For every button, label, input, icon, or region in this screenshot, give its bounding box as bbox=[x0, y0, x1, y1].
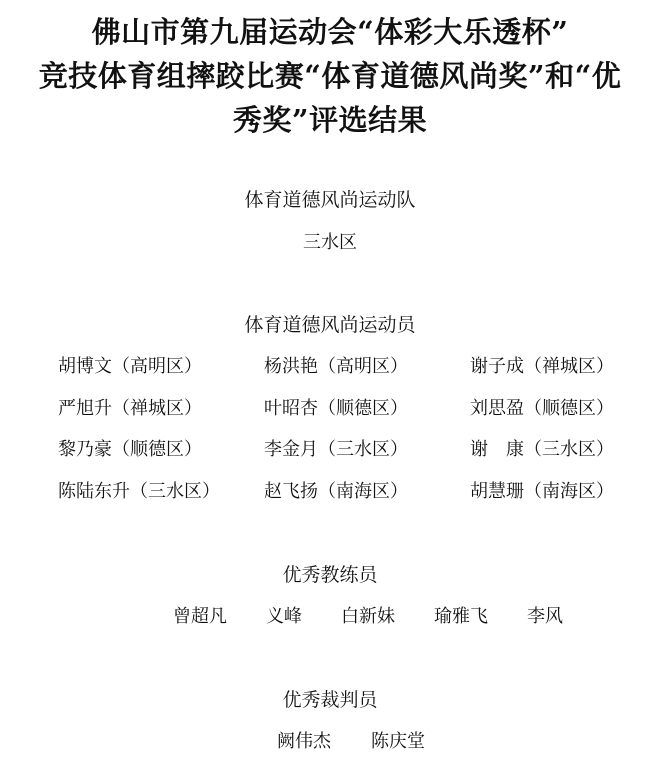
athlete-name: 严旭升（禅城区） bbox=[58, 397, 202, 419]
athletes-row bbox=[58, 437, 638, 479]
coach-name: 李风 bbox=[527, 606, 563, 627]
coach-name: 曾超凡 bbox=[173, 606, 227, 627]
athletes-row bbox=[58, 354, 638, 396]
athlete-name: 谢子成（禅城区） bbox=[470, 356, 614, 377]
athlete-name: 陈陆东升（三水区） bbox=[58, 480, 220, 502]
athlete-name: 叶昭杏（顺德区） bbox=[264, 397, 408, 419]
referee-name: 阙伟杰 bbox=[277, 731, 331, 752]
coach-name: 义峰 bbox=[266, 606, 302, 627]
athlete-name: 谢 康（三水区） bbox=[470, 439, 614, 460]
coach-name: 白新妹 bbox=[341, 606, 395, 627]
athlete-name: 黎乃豪（顺德区） bbox=[58, 439, 202, 460]
title-line-1: 佛山市第九届运动会“体彩大乐透杯” bbox=[91, 15, 569, 49]
coach-name: 瑜雅飞 bbox=[434, 606, 488, 627]
referee-name: 陈庆堂 bbox=[371, 731, 425, 752]
athlete-name: 胡慧珊（南海区） bbox=[470, 480, 614, 502]
referees-section-heading: 优秀裁判员 bbox=[282, 689, 378, 711]
document-title bbox=[0, 10, 660, 142]
title-line-3: 秀奖”评选结果 bbox=[232, 103, 428, 137]
athletes-section-heading: 体育道德风尚运动员 bbox=[244, 314, 416, 336]
athlete-name: 赵飞扬（南海区） bbox=[264, 480, 408, 502]
athlete-name: 刘思盈（顺德区） bbox=[470, 397, 614, 419]
athlete-name: 胡博文（高明区） bbox=[58, 356, 202, 377]
athletes-row bbox=[58, 479, 638, 521]
athletes-row bbox=[58, 396, 638, 438]
coaches-list bbox=[0, 604, 660, 630]
athletes-list bbox=[58, 354, 638, 520]
team-winner: 三水区 bbox=[303, 232, 357, 253]
athlete-name: 杨洪艳（高明区） bbox=[264, 356, 408, 377]
coaches-section-heading: 优秀教练员 bbox=[282, 564, 378, 586]
referees-list bbox=[0, 729, 660, 755]
athlete-name: 李金月（三水区） bbox=[264, 439, 408, 460]
title-line-2: 竞技体育组摔跤比赛“体育道德风尚奖”和“优 bbox=[38, 59, 622, 93]
team-section-heading: 体育道德风尚运动队 bbox=[244, 189, 416, 211]
